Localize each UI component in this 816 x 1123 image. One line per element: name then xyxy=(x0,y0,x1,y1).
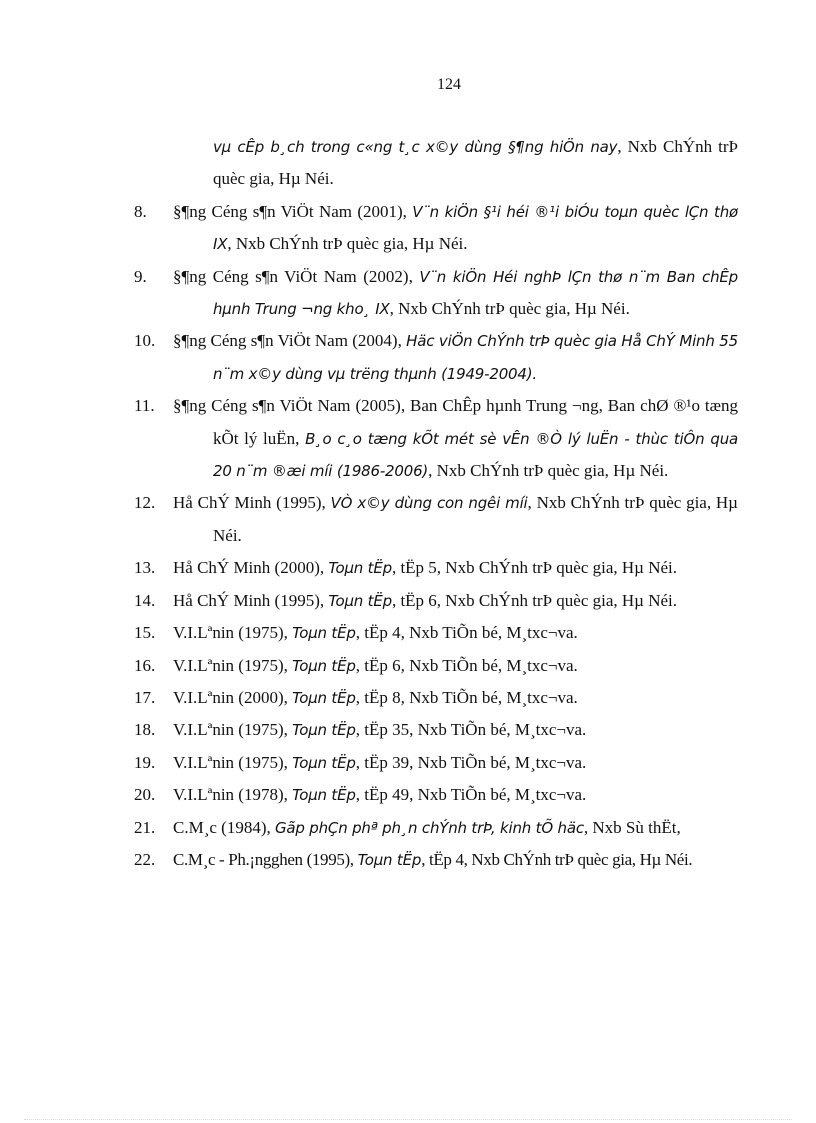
page-bottom-divider xyxy=(24,1119,792,1120)
reference-item xyxy=(0,552,816,584)
reference-text xyxy=(173,196,738,261)
reference-number: 19. xyxy=(134,752,156,772)
reference-number: 14. xyxy=(134,590,156,610)
reference-detail: C.M¸c (1984), xyxy=(173,817,275,837)
reference-detail: V.I.Lªnin (1975), xyxy=(173,655,293,675)
reference-title: VÒ x©y dùng con ngêi míi xyxy=(330,494,528,513)
reference-item xyxy=(0,812,816,844)
reference-detail: §¶ng Céng s¶n ViÖt Nam (2004), xyxy=(173,331,407,351)
reference-number: 16. xyxy=(134,655,156,675)
reference-detail: Hå ChÝ Minh (1995), xyxy=(173,590,329,610)
page-number: 124 xyxy=(437,76,461,93)
reference-title: Gãp phÇn phª ph¸n chÝnh trÞ, kinh tÕ häc xyxy=(274,818,584,837)
reference-title: B¸o c¸o tæng kÕt mét sè vÊn ®Ò lý luËn - thùc tiÔn qua 20 n¨m ®æi míi (1986-2006) xyxy=(213,429,738,481)
reference-detail: , Nxb ChÝnh trÞ quèc gia, Hµ Néi. xyxy=(213,493,738,545)
reference-number: 13. xyxy=(134,558,156,578)
reference-title: V¨n kiÖn Héi nghÞ lÇn thø n¨m Ban chÊp hµnh Trung ¬ng kho¸ IX xyxy=(213,267,738,319)
reference-title: Toµn tËp xyxy=(328,559,392,578)
reference-number: 20. xyxy=(134,785,156,805)
reference-detail: , tËp 4, Nxb ChÝnh trÞ quèc gia, Hµ Néi. xyxy=(421,849,693,869)
reference-detail: Hå ChÝ Minh (1995), xyxy=(173,493,331,513)
reference-detail: V.I.Lªnin (1975), xyxy=(173,623,293,643)
reference-number: 9. xyxy=(134,266,147,286)
reference-item xyxy=(0,487,816,552)
reference-item xyxy=(0,844,816,876)
reference-number: 18. xyxy=(134,720,156,740)
reference-text xyxy=(173,779,738,811)
reference-detail: , tËp 6, Nxb TiÕn bé, M¸txc¬va. xyxy=(355,655,578,675)
reference-detail: , tËp 5, Nxb ChÝnh trÞ quèc gia, Hµ Néi. xyxy=(391,558,678,578)
reference-detail: , tËp 8, Nxb TiÕn bé, M¸txc¬va. xyxy=(355,687,578,707)
reference-item xyxy=(0,390,816,487)
reference-title: Toµn tËp xyxy=(292,753,356,772)
reference-number: 11. xyxy=(134,396,155,416)
reference-text xyxy=(213,131,738,196)
reference-item xyxy=(0,650,816,682)
reference-item xyxy=(0,617,816,649)
reference-detail: , Nxb Sù thËt, xyxy=(583,817,681,837)
reference-text xyxy=(173,261,738,326)
reference-number: 15. xyxy=(134,623,156,643)
reference-text xyxy=(173,585,738,617)
reference-item xyxy=(0,261,816,326)
reference-detail: §¶ng Céng s¶n ViÖt Nam (2002), xyxy=(173,266,420,286)
reference-detail: , tËp 4, Nxb TiÕn bé, M¸txc¬va. xyxy=(355,623,578,643)
reference-title: Toµn tËp xyxy=(292,786,356,805)
reference-number: 21. xyxy=(134,817,156,837)
reference-item xyxy=(0,585,816,617)
reference-text xyxy=(173,812,738,844)
reference-title: Toµn tËp xyxy=(292,721,356,740)
reference-text xyxy=(173,487,738,552)
reference-detail: V.I.Lªnin (2000), xyxy=(173,687,293,707)
reference-number: 17. xyxy=(134,687,156,707)
reference-item xyxy=(0,325,816,390)
reference-detail: §¶ng Céng s¶n ViÖt Nam (2005), Ban ChÊp hµnh Trung ¬ng, Ban chØ ®¹o tæng kÕt lý luËn, xyxy=(173,396,738,448)
reference-number: 10. xyxy=(134,331,156,351)
reference-item xyxy=(0,196,816,261)
reference-detail: V.I.Lªnin (1975), xyxy=(173,752,293,772)
reference-number: 8. xyxy=(134,201,147,221)
reference-list xyxy=(0,131,816,876)
reference-detail: , tËp 49, Nxb TiÕn bé, M¸txc¬va. xyxy=(355,785,587,805)
reference-title: Toµn tËp xyxy=(292,656,356,675)
reference-item xyxy=(0,779,816,811)
reference-text xyxy=(173,714,738,746)
reference-item xyxy=(0,714,816,746)
reference-detail: , Nxb ChÝnh trÞ quèc gia, Hµ Néi. xyxy=(428,461,669,481)
reference-title: Toµn tËp xyxy=(292,624,356,643)
reference-detail: , tËp 6, Nxb ChÝnh trÞ quèc gia, Hµ Néi. xyxy=(391,590,678,610)
reference-title: V¨n kiÖn §¹i héi ®¹i biÓu toµn quèc lÇn thø IX xyxy=(213,202,738,254)
reference-text xyxy=(173,325,738,390)
reference-text xyxy=(173,650,738,682)
reference-title: Häc viÖn ChÝnh trÞ quèc gia Hå ChÝ Minh 55 n¨m x©y dùng vµ trëng thµnh (1949-2004). xyxy=(213,332,738,383)
reference-text xyxy=(173,682,738,714)
reference-detail: §¶ng Céng s¶n ViÖt Nam (2001), xyxy=(173,201,413,221)
reference-detail: , Nxb ChÝnh trÞ quèc gia, Hµ Néi. xyxy=(213,137,739,189)
reference-number: 12. xyxy=(134,493,156,513)
reference-detail: V.I.Lªnin (1978), xyxy=(173,785,293,805)
reference-title: vµ cÊp b¸ch trong c«ng t¸c x©y dùng §¶ng hiÖn nay xyxy=(213,138,618,156)
reference-detail: , tËp 39, Nxb TiÕn bé, M¸txc¬va. xyxy=(355,752,587,772)
reference-text xyxy=(173,617,738,649)
reference-item xyxy=(0,682,816,714)
reference-detail: C.M¸c - Ph.¡ngghen (1995), xyxy=(173,849,358,869)
reference-text xyxy=(173,390,738,487)
reference-text xyxy=(173,552,738,584)
reference-title: Toµn tËp xyxy=(328,591,392,610)
reference-detail: Hå ChÝ Minh (2000), xyxy=(173,558,329,578)
reference-item xyxy=(0,747,816,779)
reference-detail: V.I.Lªnin (1975), xyxy=(173,720,293,740)
reference-detail: , Nxb ChÝnh trÞ quèc gia, Hµ Néi. xyxy=(227,234,468,254)
reference-detail: , tËp 35, Nxb TiÕn bé, M¸txc¬va. xyxy=(355,720,587,740)
reference-continuation xyxy=(0,131,816,196)
reference-detail: , Nxb ChÝnh trÞ quèc gia, Hµ Néi. xyxy=(389,299,630,319)
reference-number: 22. xyxy=(134,849,156,869)
reference-title: Toµn tËp xyxy=(292,688,356,707)
reference-title: Toµn tËp xyxy=(357,850,422,869)
reference-text xyxy=(173,844,738,876)
reference-text xyxy=(173,747,738,779)
